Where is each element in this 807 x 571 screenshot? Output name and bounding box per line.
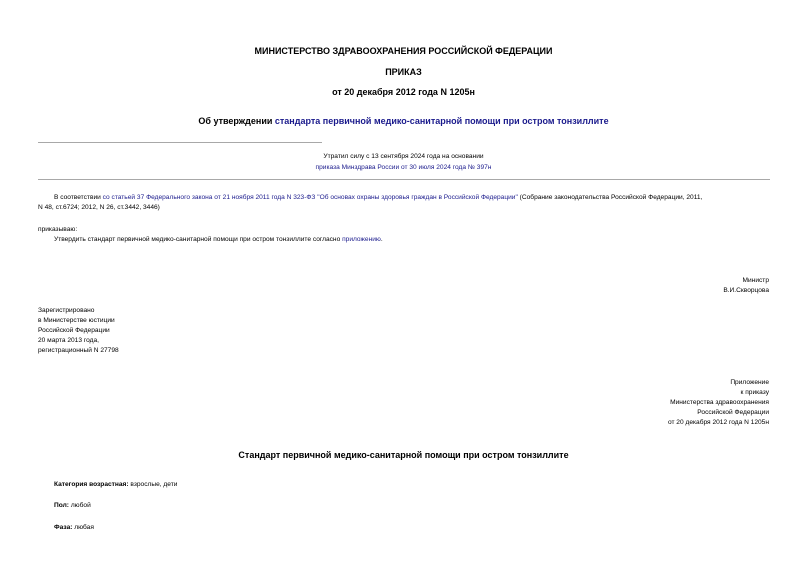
appendix-line: Российской Федерации [697, 409, 769, 416]
sex-value: любой [69, 502, 91, 509]
repeal-notice-text: Утратил силу с 13 сентября 2024 года на основании [323, 153, 484, 160]
registration-line: 20 марта 2013 года, [38, 337, 99, 344]
sex-label: Пол: [54, 502, 69, 509]
law-article-link[interactable]: со статьей 37 Федерального закона от 21 ноября 2011 года N 323-ФЗ "Об основах охраны здоровья граждан в Российской Федерации" [102, 194, 518, 201]
divider-top [38, 142, 322, 143]
ministry-heading: МИНИСТЕРСТВО ЗДРАВООХРАНЕНИЯ РОССИЙСКОЙ ФЕДЕРАЦИИ [254, 46, 553, 56]
registration-line: Зарегистрировано [38, 307, 95, 314]
registration-block [38, 306, 119, 356]
orders-word: приказываю: [38, 226, 78, 233]
preamble-line-1 [54, 193, 702, 203]
appendix-line: Министерства здравоохранения [670, 399, 769, 406]
appendix-block [668, 378, 769, 428]
signature-position: Министр [742, 277, 769, 284]
approve-suffix: . [380, 236, 383, 243]
appendix-line: Приложение [730, 379, 769, 386]
age-category-value: взрослые, дети [128, 481, 178, 488]
approve-paragraph [54, 235, 383, 245]
phase-value: любая [72, 524, 94, 531]
document-title [0, 116, 807, 126]
signature-name: В.И.Скворцова [723, 287, 769, 294]
appendix-link[interactable]: приложению [342, 236, 381, 243]
divider-bottom [38, 179, 770, 180]
appendix-line: к приказу [740, 389, 769, 396]
preamble-suffix: (Собрание законодательства Российской Федерации, 2011, [517, 194, 703, 201]
phase-label: Фаза: [54, 524, 73, 531]
sex-row [54, 501, 91, 511]
title-link[interactable]: стандарта первичной медико-санитарной помощи при остром тонзиллите [274, 116, 609, 126]
title-prefix: Об утверждении [198, 116, 275, 126]
preamble-prefix: В соответствии [54, 194, 103, 201]
approve-prefix: Утвердить стандарт первичной медико-санитарной помощи при остром тонзиллите согласно [54, 236, 343, 243]
registration-line: в Министерстве юстиции [38, 317, 115, 324]
phase-row [54, 523, 94, 533]
age-category-label: Категория возрастная: [54, 481, 129, 488]
preamble-line-2: N 48, ст.6724; 2012, N 26, ст.3442, 3446) [38, 204, 160, 211]
repeal-notice-link[interactable]: приказа Минздрава России от 30 июля 2024 года № 397н [315, 164, 492, 171]
registration-line: Российской Федерации [38, 327, 110, 334]
standard-title: Стандарт первичной медико-санитарной помощи при остром тонзиллите [238, 450, 569, 460]
document-date-number: от 20 декабря 2012 года N 1205н [332, 87, 475, 97]
document-type: ПРИКАЗ [385, 67, 422, 77]
appendix-line: от 20 декабря 2012 года N 1205н [667, 419, 769, 426]
registration-line: регистрационный N 27798 [38, 347, 119, 354]
age-category-row [54, 480, 177, 490]
